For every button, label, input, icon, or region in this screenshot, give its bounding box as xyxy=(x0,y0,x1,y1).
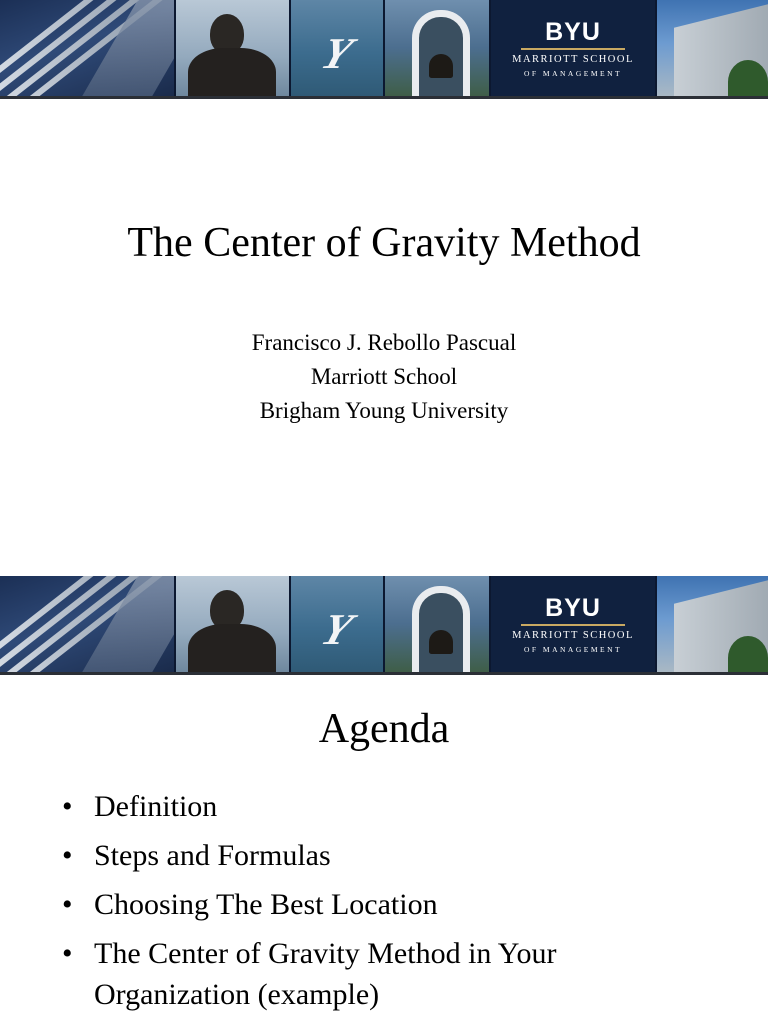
byu-logo xyxy=(490,576,656,672)
y-mountain-icon: Y xyxy=(315,605,359,654)
logo-management-text: OF MANAGEMENT xyxy=(523,69,623,78)
y-mountain-photo xyxy=(290,0,384,96)
list-item-text: The Center of Gravity Method in Your xyxy=(94,937,557,970)
author-school: Marriott School xyxy=(310,364,458,389)
logo-management-text: OF MANAGEMENT xyxy=(523,645,623,654)
y-mountain-icon: Y xyxy=(315,29,359,78)
building-photo xyxy=(0,576,174,672)
author-university: Brigham Young University xyxy=(259,398,509,423)
logo-byu-text: BYU xyxy=(545,594,601,622)
y-mountain-photo xyxy=(290,576,384,672)
building-sky-photo xyxy=(656,0,768,96)
building-sky-photo xyxy=(656,576,768,672)
list-item-text-continued: Organization (example) xyxy=(94,978,380,1011)
logo-gold-rule xyxy=(521,624,625,626)
bell-icon xyxy=(429,54,453,78)
logo-school-text: MARRIOTT SCHOOL xyxy=(512,630,634,641)
logo-gold-rule xyxy=(521,48,625,50)
list-item-text: Steps and Formulas xyxy=(94,839,331,872)
author-name: Francisco J. Rebollo Pascual xyxy=(251,330,517,355)
header-banner xyxy=(0,576,768,672)
list-item-text: Choosing The Best Location xyxy=(94,888,438,921)
bullet-icon: • xyxy=(62,839,73,872)
bullet-icon: • xyxy=(62,790,73,823)
logo-byu-text: BYU xyxy=(545,18,601,46)
list-item-text: Definition xyxy=(94,790,218,823)
bell-arch-photo xyxy=(384,576,490,672)
statue-photo xyxy=(174,0,290,96)
bell-arch-photo xyxy=(384,0,490,96)
banner-rule xyxy=(0,96,768,99)
bell-icon xyxy=(429,630,453,654)
header-banner xyxy=(0,0,768,96)
logo-school-text: MARRIOTT SCHOOL xyxy=(512,54,634,65)
agenda-slide xyxy=(0,576,768,1024)
building-photo xyxy=(0,0,174,96)
statue-photo xyxy=(174,576,290,672)
slide-title: Agenda xyxy=(318,706,450,752)
bullet-icon: • xyxy=(62,937,73,970)
bullet-icon: • xyxy=(62,888,73,921)
byu-logo xyxy=(490,0,656,96)
banner-rule xyxy=(0,672,768,675)
slide-title: The Center of Gravity Method xyxy=(127,220,641,266)
